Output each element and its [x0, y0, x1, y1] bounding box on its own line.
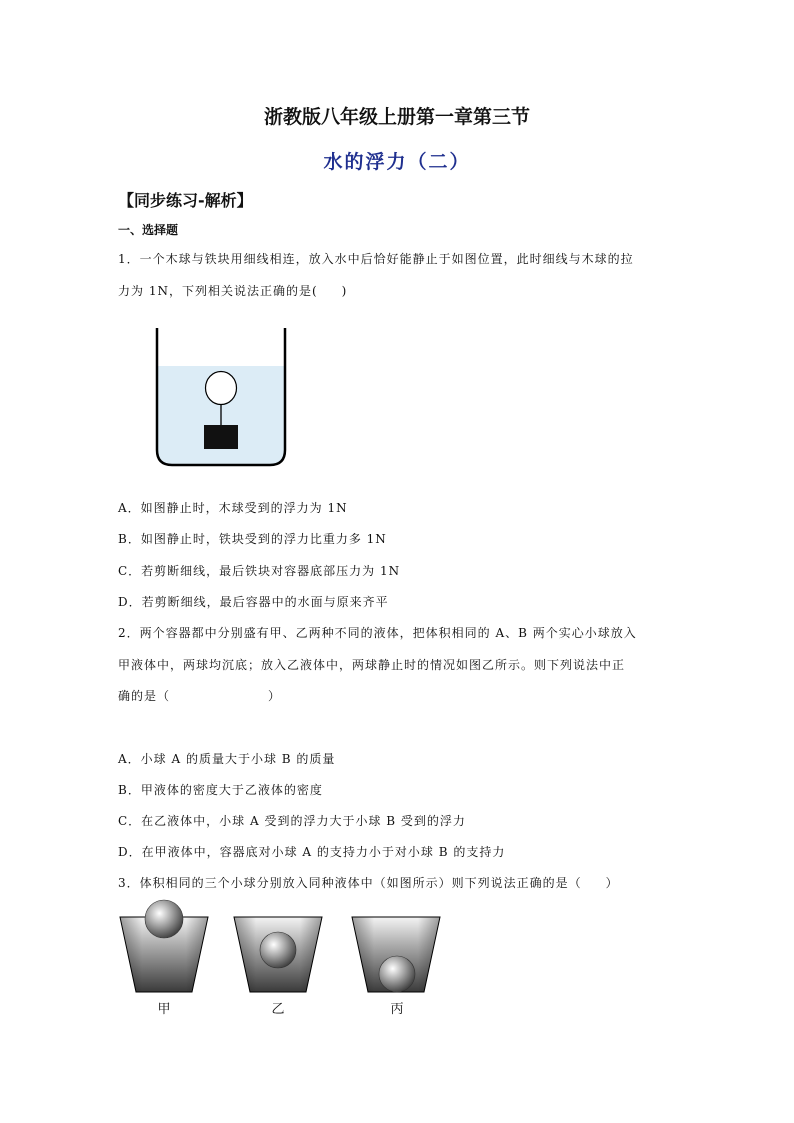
q2-stem-line2: 甲液体中，两球均沉底；放入乙液体中，两球静止时的情况如图乙所示。则下列说法中正: [118, 658, 626, 672]
ball-bing: [379, 956, 415, 992]
container-bing: [352, 917, 440, 992]
container-yi: [234, 917, 322, 992]
label-yi: 乙: [271, 1002, 285, 1017]
q1-stem-close: ): [341, 284, 348, 298]
q1-iron-block: [204, 425, 238, 449]
q1-stem-text: 力为 1N，下列相关说法正确的是(: [118, 284, 318, 298]
q2-option-d: D．在甲液体中，容器底对小球 A 的支持力小于对小球 B 的支持力: [118, 845, 506, 859]
q1-option-a: A．如图静止时，木球受到的浮力为 1N: [118, 501, 348, 515]
q1-option-d: D．若剪断细线，最后容器中的水面与原来齐平: [118, 595, 389, 609]
label-bing: 丙: [390, 1002, 404, 1017]
q3-stem-text: 3．体积相同的三个小球分别放入同种液体中（如图所示）则下列说法正确的是（: [118, 876, 582, 890]
q1-stem-line2: [118, 282, 347, 299]
q3-containers-figure: [110, 895, 450, 1005]
part-heading: 一、选择题: [118, 223, 179, 237]
q1-beaker-figure: [150, 322, 292, 470]
ball-jia: [145, 900, 183, 938]
q1-wooden-ball: [206, 372, 237, 405]
page-subtitle: 水的浮力（二）: [323, 151, 471, 173]
q2-stem-line3: [118, 687, 281, 704]
ball-yi: [260, 932, 296, 968]
q1-option-b: B．如图静止时，铁块受到的浮力比重力多 1N: [118, 532, 387, 546]
q2-option-b: B．甲液体的密度大于乙液体的密度: [118, 783, 323, 797]
container-jia: [120, 900, 208, 992]
q1-stem-line1: 1．一个木球与铁块用细线相连，放入水中后恰好能静止于如图位置，此时细线与木球的拉: [118, 252, 634, 266]
q1-option-c: C．若剪断细线，最后铁块对容器底部压力为 1N: [118, 564, 401, 578]
q2-option-a: A．小球 A 的质量大于小球 B 的质量: [118, 752, 336, 766]
section-heading: 【同步练习-解析】: [118, 191, 253, 210]
q3-stem: [118, 874, 619, 891]
q2-stem-close: ）: [268, 689, 282, 703]
q3-stem-close: ）: [605, 876, 619, 890]
label-jia: 甲: [157, 1002, 171, 1017]
q2-stem-text: 确的是（: [118, 689, 171, 703]
q2-stem-line1: 2．两个容器都中分别盛有甲、乙两种不同的液体，把体积相同的 A、B 两个实心小球放入: [118, 626, 637, 640]
page-title: 浙教版八年级上册第一章第三节: [263, 106, 530, 128]
q2-option-c: C．在乙液体中，小球 A 受到的浮力大于小球 B 受到的浮力: [118, 814, 466, 828]
